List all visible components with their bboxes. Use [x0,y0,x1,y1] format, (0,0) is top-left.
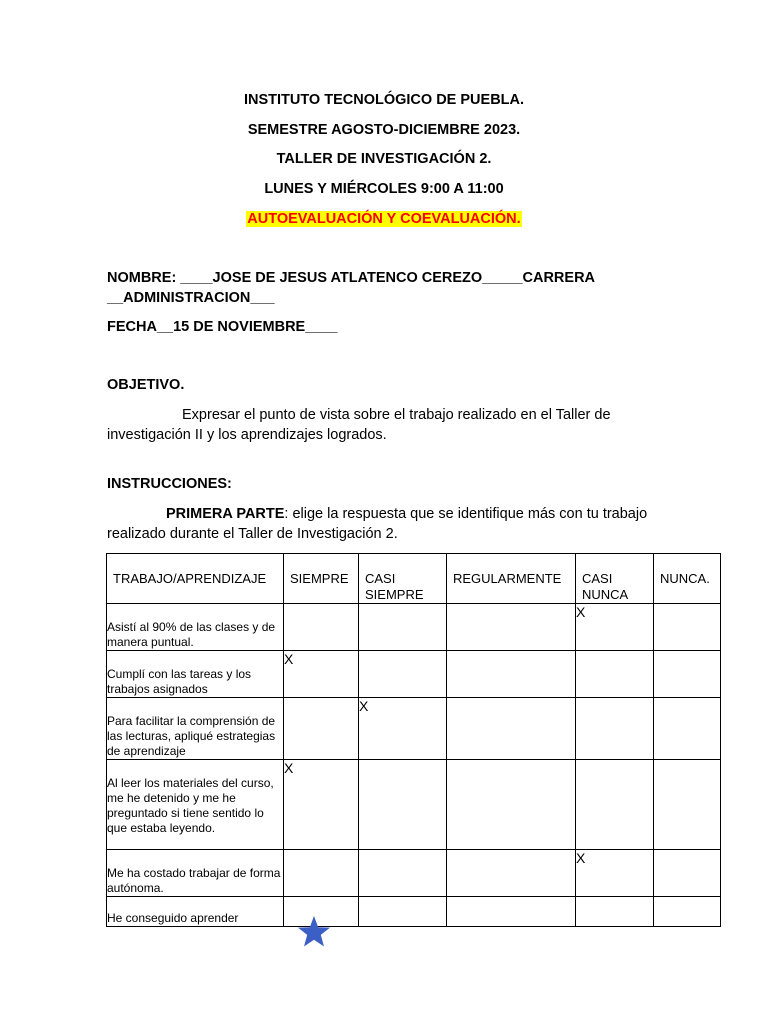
evaluation-title-wrap [0,210,768,228]
answer-mark: X [576,604,586,620]
table-row [107,604,721,651]
answer-cell[interactable] [576,651,654,698]
answer-cell[interactable] [359,850,447,897]
answer-cell[interactable] [447,604,576,651]
answer-cell[interactable] [576,760,654,850]
semester-title: SEMESTRE AGOSTO-DICIEMBRE 2023. [247,122,521,138]
part-label: PRIMERA PARTE [166,506,285,522]
table-row [107,850,721,897]
answer-cell[interactable] [284,651,359,698]
criterion-cell [107,850,284,897]
criterion-text: Para facilitar la comprensión de las lecturas, apliqué estrategias de aprendizaje [107,714,276,758]
answer-cell[interactable] [359,604,447,651]
objective-heading: OBJETIVO. [107,377,185,393]
schedule-title: LUNES Y MIÉRCOLES 9:00 A 11:00 [264,181,504,197]
answer-cell[interactable] [447,897,576,927]
answer-cell[interactable] [576,897,654,927]
column-header: CASI NUNCA [576,554,654,604]
criterion-cell [107,651,284,698]
student-career-line: __ADMINISTRACION___ [107,290,275,306]
table-row [107,897,721,927]
criterion-text: Al leer los materiales del curso, me he detenido y me he preguntado si tiene sentido lo que estaba leyendo. [107,776,274,835]
criterion-cell [107,604,284,651]
answer-cell[interactable] [359,897,447,927]
answer-cell[interactable] [284,760,359,850]
answer-cell[interactable] [654,651,721,698]
answer-cell[interactable] [576,850,654,897]
criterion-text: Asistí al 90% de las clases y de manera puntual. [107,620,276,649]
evaluation-title: AUTOEVALUACIÓN Y COEVALUACIÓN. [247,211,521,227]
table-row [107,698,721,760]
star-icon [296,914,332,950]
answer-cell[interactable] [359,698,447,760]
instructions-text [107,504,667,544]
answer-cell[interactable] [447,760,576,850]
institution-title: INSTITUTO TECNOLÓGICO DE PUEBLA. [243,92,525,108]
answer-cell[interactable] [654,698,721,760]
answer-cell[interactable] [447,651,576,698]
answer-mark: X [284,760,294,776]
answer-cell[interactable] [654,850,721,897]
answer-mark: X [359,698,369,714]
date-line: FECHA__15 DE NOVIEMBRE____ [107,319,338,335]
column-header: REGULARMENTE [447,554,576,604]
column-header: TRABAJO/APRENDIZAJE [107,554,284,604]
answer-cell[interactable] [654,604,721,651]
answer-cell[interactable] [284,698,359,760]
answer-cell[interactable] [284,604,359,651]
student-name-line: NOMBRE: ____JOSE DE JESUS ATLATENCO CEREZO_____CARRERA [107,270,596,286]
column-header: CASI SIEMPRE [359,554,447,604]
answer-cell[interactable] [576,698,654,760]
answer-cell[interactable] [447,698,576,760]
objective-text: Expresar el punto de vista sobre el trabajo realizado en el Taller de investigación II y los aprendizajes logrados. [107,407,611,443]
criterion-text: He conseguido aprender [107,911,239,925]
criterion-cell [107,897,284,927]
column-header: SIEMPRE [284,554,359,604]
answer-cell[interactable] [359,760,447,850]
course-title: TALLER DE INVESTIGACIÓN 2. [276,151,492,167]
answer-cell[interactable] [576,604,654,651]
answer-mark: X [284,651,294,667]
answer-cell[interactable] [654,897,721,927]
criterion-cell [107,698,284,760]
answer-cell[interactable] [447,850,576,897]
answer-mark: X [576,850,586,866]
table-row [107,760,721,850]
answer-cell[interactable] [654,760,721,850]
table-row [107,651,721,698]
criterion-cell [107,760,284,850]
answer-cell[interactable] [359,651,447,698]
criterion-text: Me ha costado trabajar de forma autónoma. [107,866,281,895]
answer-cell[interactable] [284,850,359,897]
column-header: NUNCA. [654,554,721,604]
part-text: : elige la respuesta que se identifique más con tu trabajo realizado durante el Taller de Investigación 2. [107,506,648,542]
criterion-text: Cumplí con las tareas y los trabajos asignados [107,667,252,696]
instructions-heading: INSTRUCCIONES: [107,476,232,492]
table-header-row [107,554,721,604]
evaluation-table [106,553,721,927]
